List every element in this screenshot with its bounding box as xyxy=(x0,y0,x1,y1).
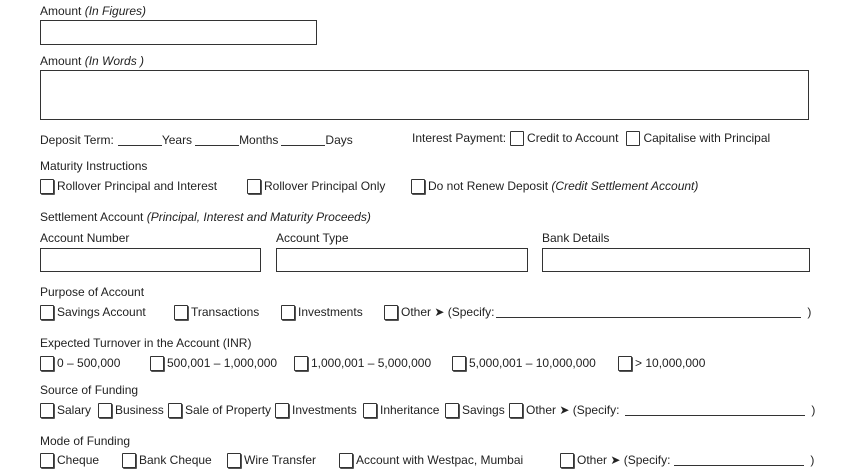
savings-account-label: Savings Account xyxy=(57,305,146,319)
mode-other xyxy=(560,452,814,468)
maturity-option-2 xyxy=(247,178,385,194)
maturity-option-1 xyxy=(40,178,217,194)
turnover-over-10m-checkbox[interactable] xyxy=(618,356,632,371)
westpac-checkbox[interactable] xyxy=(339,453,353,468)
bank-details-field[interactable] xyxy=(542,248,810,272)
account-type-label: Account Type xyxy=(276,231,349,245)
source-investments-checkbox[interactable] xyxy=(275,403,289,418)
mode-westpac xyxy=(339,452,523,468)
turnover-5m-10m-label: 5,000,001 – 10,000,000 xyxy=(469,356,596,370)
turnover-0-500k-label: 0 – 500,000 xyxy=(57,356,121,370)
turnover-500k-1m-label: 500,001 – 1,000,000 xyxy=(167,356,278,370)
purpose-transactions xyxy=(174,304,259,320)
transactions-label: Transactions xyxy=(191,305,260,319)
turnover-opt-5 xyxy=(618,355,705,371)
turnover-over-10m-label: > 10,000,000 xyxy=(635,356,706,370)
salary-checkbox[interactable] xyxy=(40,403,54,418)
sale-of-property-checkbox[interactable] xyxy=(168,403,182,418)
source-close-paren: ) xyxy=(811,403,816,417)
purpose-savings xyxy=(40,304,146,320)
turnover-opt-1 xyxy=(40,355,120,371)
interest-payment-label: Interest Payment: xyxy=(412,131,507,145)
source-salary xyxy=(40,402,91,418)
credit-to-account-label: Credit to Account xyxy=(527,131,619,145)
do-not-renew-note: (Credit Settlement Account) xyxy=(551,179,699,193)
inheritance-checkbox[interactable] xyxy=(363,403,377,418)
source-property xyxy=(168,402,271,418)
turnover-1m-5m-checkbox[interactable] xyxy=(294,356,308,371)
account-number-label: Account Number xyxy=(40,231,130,245)
amount-words-field[interactable] xyxy=(40,70,809,120)
source-other-label: Other ➤ (Specify: xyxy=(526,403,620,417)
purpose-investments xyxy=(281,304,363,320)
source-inheritance xyxy=(363,402,439,418)
turnover-500k-1m-checkbox[interactable] xyxy=(150,356,164,371)
mode-cheque xyxy=(40,452,99,468)
salary-label: Salary xyxy=(57,403,92,417)
deposit-term-label: Deposit Term: xyxy=(40,133,114,147)
cheque-checkbox[interactable] xyxy=(40,453,54,468)
purpose-other-label: Other ➤ (Specify: xyxy=(401,305,495,319)
bank-cheque-checkbox[interactable] xyxy=(122,453,136,468)
turnover-5m-10m-checkbox[interactable] xyxy=(452,356,466,371)
amount-figures-label: Amount (In Figures) xyxy=(40,4,147,18)
source-other-field[interactable] xyxy=(625,405,805,416)
purpose-other xyxy=(384,304,811,320)
mode-other-field[interactable] xyxy=(674,455,804,466)
months-field[interactable] xyxy=(195,135,239,146)
do-not-renew-checkbox[interactable] xyxy=(411,179,425,194)
purpose-other-checkbox[interactable] xyxy=(384,305,398,320)
savings-account-checkbox[interactable] xyxy=(40,305,54,320)
account-type-field[interactable] xyxy=(276,248,528,272)
purpose-label: Purpose of Account xyxy=(40,285,145,299)
savings-checkbox[interactable] xyxy=(445,403,459,418)
source-other xyxy=(509,402,815,418)
source-investments-label: Investments xyxy=(292,403,357,417)
account-number-field[interactable] xyxy=(40,248,261,272)
cheque-label: Cheque xyxy=(57,453,100,467)
months-label: Months xyxy=(239,133,279,147)
amount-words-label: Amount (In Words ) xyxy=(40,54,145,68)
settlement-label: Settlement Account (Principal, Interest and Maturity Proceeds) xyxy=(40,210,371,224)
source-investments xyxy=(275,402,357,418)
source-business xyxy=(98,402,164,418)
mode-other-label: Other ➤ (Specify: xyxy=(577,453,671,467)
turnover-label: Expected Turnover in the Account (INR) xyxy=(40,336,252,350)
rollover-principal-interest-label: Rollover Principal and Interest xyxy=(57,179,218,193)
purpose-other-field[interactable] xyxy=(496,307,801,318)
purpose-close-paren: ) xyxy=(807,305,812,319)
turnover-1m-5m-label: 1,000,001 – 5,000,000 xyxy=(311,356,432,370)
days-label: Days xyxy=(325,133,353,147)
funding-mode-label: Mode of Funding xyxy=(40,434,131,448)
turnover-opt-4 xyxy=(452,355,596,371)
years-label: Years xyxy=(161,133,193,147)
source-other-checkbox[interactable] xyxy=(509,403,523,418)
transactions-checkbox[interactable] xyxy=(174,305,188,320)
rollover-principal-interest-checkbox[interactable] xyxy=(40,179,54,194)
turnover-opt-3 xyxy=(294,355,431,371)
maturity-label: Maturity Instructions xyxy=(40,159,148,173)
mode-wire xyxy=(227,452,316,468)
investments-checkbox[interactable] xyxy=(281,305,295,320)
mode-bank-cheque xyxy=(122,452,212,468)
years-field[interactable] xyxy=(118,135,162,146)
inheritance-label: Inheritance xyxy=(380,403,440,417)
business-checkbox[interactable] xyxy=(98,403,112,418)
bank-details-label: Bank Details xyxy=(542,231,610,245)
wire-transfer-label: Wire Transfer xyxy=(244,453,317,467)
credit-to-account-checkbox[interactable] xyxy=(510,131,524,146)
capitalise-checkbox[interactable] xyxy=(626,131,640,146)
capitalise-label: Capitalise with Principal xyxy=(643,131,771,145)
maturity-option-3 xyxy=(411,178,698,194)
turnover-0-500k-checkbox[interactable] xyxy=(40,356,54,371)
savings-label: Savings xyxy=(462,403,505,417)
sale-of-property-label: Sale of Property xyxy=(185,403,272,417)
business-label: Business xyxy=(115,403,164,417)
source-savings xyxy=(445,402,505,418)
rollover-principal-only-label: Rollover Principal Only xyxy=(264,179,386,193)
mode-other-checkbox[interactable] xyxy=(560,453,574,468)
westpac-label: Account with Westpac, Mumbai xyxy=(356,453,524,467)
rollover-principal-only-checkbox[interactable] xyxy=(247,179,261,194)
days-field[interactable] xyxy=(281,135,325,146)
funding-source-label: Source of Funding xyxy=(40,383,139,397)
bank-cheque-label: Bank Cheque xyxy=(139,453,212,467)
deposit-term-row xyxy=(40,132,353,148)
turnover-opt-2 xyxy=(150,355,277,371)
do-not-renew-label: Do not Renew Deposit xyxy=(428,179,549,193)
interest-payment-row xyxy=(412,130,770,146)
amount-figures-field[interactable] xyxy=(40,20,317,45)
wire-transfer-checkbox[interactable] xyxy=(227,453,241,468)
investments-label: Investments xyxy=(298,305,363,319)
mode-close-paren: ) xyxy=(810,453,815,467)
